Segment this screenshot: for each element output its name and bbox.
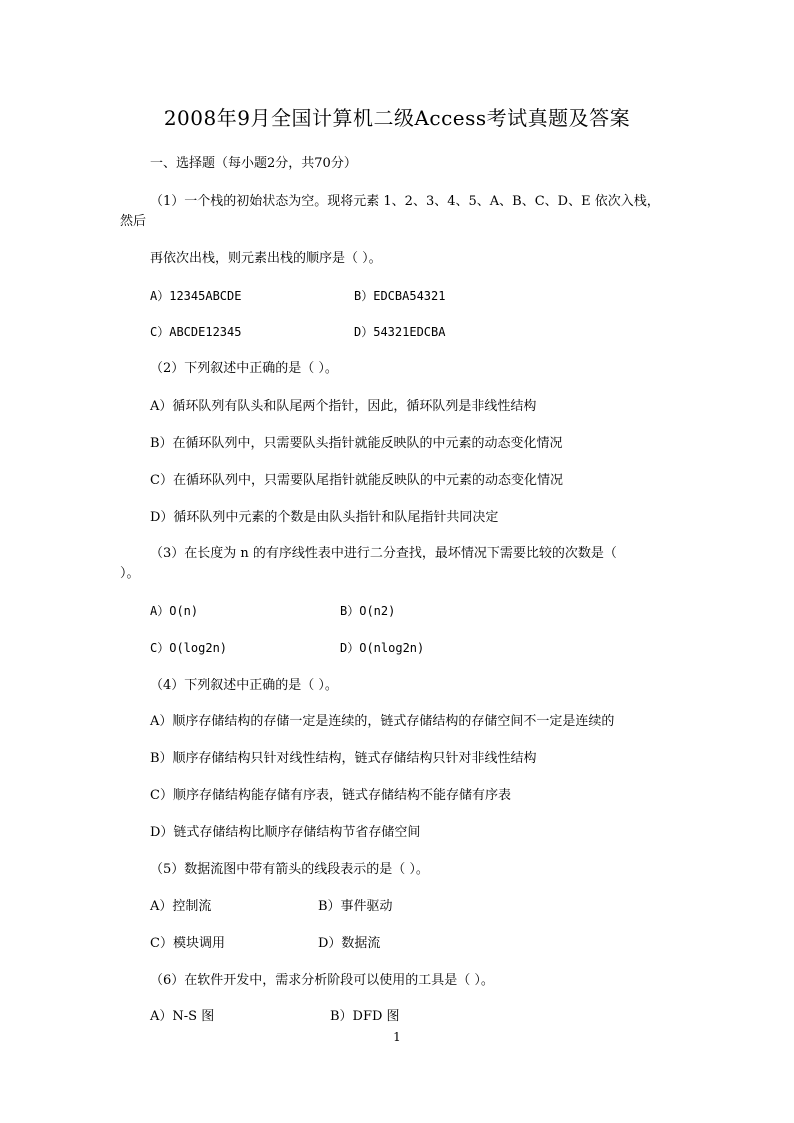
question-2-option-d: D）循环队列中元素的个数是由队头指针和队尾指针共同决定 xyxy=(150,510,499,525)
question-5-text: （5）数据流图中带有箭头的线段表示的是（ ）。 xyxy=(150,862,429,877)
question-6-option-b: B）DFD 图 xyxy=(330,1009,400,1024)
question-1-option-d: D）54321EDCBA xyxy=(354,325,446,339)
question-4-option-a: A）顺序存储结构的存储一定是连续的，链式存储结构的存储空间不一定是连续的 xyxy=(150,714,615,729)
question-3-option-c: C）O(log2n) xyxy=(150,641,228,655)
question-6-text: （6）在软件开发中，需求分析阶段可以使用的工具是（ ）。 xyxy=(150,973,494,988)
question-3-option-b: B）O(n2) xyxy=(340,604,396,618)
question-3-line-2: ）。 xyxy=(120,566,140,581)
page-number: 1 xyxy=(393,1030,401,1044)
question-3-option-a: A）O(n) xyxy=(150,604,199,618)
question-1-line-2: 然后 xyxy=(120,214,147,229)
question-5-option-c: C）模块调用 xyxy=(150,936,225,951)
question-6-option-a: A）N-S 图 xyxy=(150,1009,215,1024)
question-1-option-a: A）12345ABCDE xyxy=(150,289,242,303)
question-2-option-b: B）在循环队列中，只需要队头指针就能反映队的中元素的动态变化情况 xyxy=(150,436,563,451)
question-1-line-3: 再依次出栈，则元素出栈的顺序是（ ）。 xyxy=(150,251,382,266)
question-2-option-c: C）在循环队列中，只需要队尾指针就能反映队的中元素的动态变化情况 xyxy=(150,473,563,488)
question-4-option-c: C）顺序存储结构能存储有序表，链式存储结构不能存储有序表 xyxy=(150,788,511,803)
question-2-option-a: A）循环队列有队头和队尾两个指针，因此，循环队列是非线性结构 xyxy=(150,399,537,414)
question-1-option-c: C）ABCDE12345 xyxy=(150,325,242,339)
question-3-option-d: D）O(nlog2n) xyxy=(340,641,425,655)
question-2-text: （2）下列叙述中正确的是（ ）。 xyxy=(150,361,338,376)
question-4-text: （4）下列叙述中正确的是（ ）。 xyxy=(150,678,338,693)
page-title: 2008年9月全国计算机二级Access考试真题及答案 xyxy=(163,106,631,130)
question-1-line-1: （1）一个栈的初始状态为空。现将元素 1、2、3、4、5、A、B、C、D、E 依次入栈， xyxy=(150,194,660,209)
question-1-option-b: B）EDCBA54321 xyxy=(354,289,446,303)
question-3-line-1: （3）在长度为 n 的有序线性表中进行二分查找，最坏情况下需要比较的次数是（ xyxy=(150,546,617,561)
question-5-option-d: D）数据流 xyxy=(318,936,381,951)
question-4-option-b: B）顺序存储结构只针对线性结构，链式存储结构只针对非线性结构 xyxy=(150,751,537,766)
question-5-option-a: A）控制流 xyxy=(150,899,212,914)
question-4-option-d: D）链式存储结构比顺序存储结构节省存储空间 xyxy=(150,825,421,840)
section-heading: 一、选择题（每小题2分，共70分） xyxy=(150,156,357,171)
question-5-option-b: B）事件驱动 xyxy=(318,899,393,914)
